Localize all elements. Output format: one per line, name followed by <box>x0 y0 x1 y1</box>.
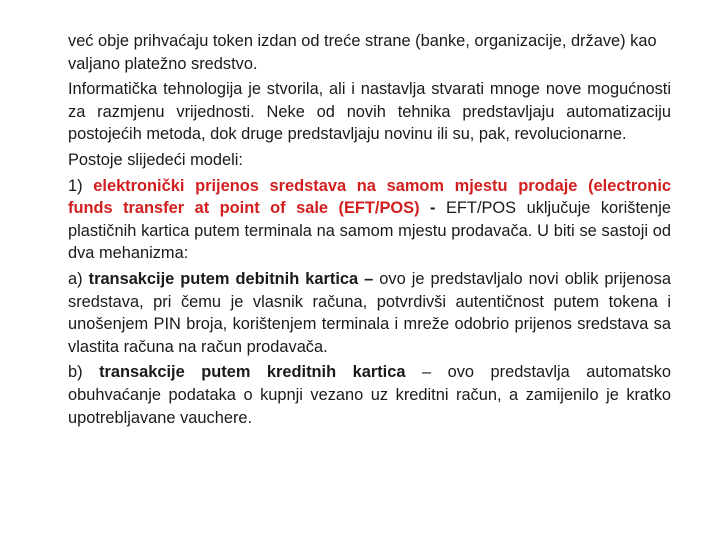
sub-b-dash: – <box>421 363 432 382</box>
sub-a-dash: – <box>364 269 374 288</box>
sub-a-title: transakcije putem debitnih kartica <box>88 269 359 288</box>
model-1-title: elektronički prijenos sredstava na samom mjestu prodaje (electronic funds transfer at point of sale (EFT/POS) <box>68 176 671 218</box>
sub-b-paragraph <box>68 361 671 429</box>
sub-b-body: ovo predstavlja automatsko obuhvaćanje podataka o kupnji vezano uz kreditni račun, a zamijenilo je kratko upotrebljavane vauchere. <box>68 363 671 427</box>
slide-text-body <box>68 30 671 429</box>
intro-paragraph <box>68 30 671 75</box>
sub-a-body: ovo je predstavljalo novi oblik prijenosa sredstava, pri čemu je vlasnik računa, potvrdivši autentičnost putem tokena i unošenjem PIN broja, korištenjem terminala i mreže odobrio prijenos sredstava sa vlastita računa na račun prodavača. <box>68 269 671 356</box>
sub-b-title: transakcije putem kreditnih kartica <box>99 363 406 382</box>
model-1-paragraph <box>68 175 671 265</box>
models-heading-text: Postoje slijedeći modeli: <box>68 150 243 169</box>
sub-b-prefix: b) <box>68 363 83 382</box>
intro-text: već obje prihvaćaju token izdan od treće strane (banke, organizacije, države) kao valjano platežno sredstvo. <box>68 32 657 73</box>
models-heading <box>68 149 671 172</box>
model-1-body: EFT/POS uključuje korištenje plastičnih kartica putem terminala na samom mjestu prodavača. U biti se sastoji od dva mehanizma: <box>68 199 671 263</box>
it-paragraph <box>68 78 671 146</box>
sub-a-prefix: a) <box>68 269 83 288</box>
model-1-prefix: 1) <box>68 176 83 195</box>
it-paragraph-text: Informatička tehnologija je stvorila, ali i nastavlja stvarati mnoge nove mogućnosti za razmjenu vrijednosti. Neke od novih tehnika predstavljaju automatizaciju postojećih metoda, dok druge predstavljaju novinu ili su, pak, revolucionarne. <box>68 80 671 144</box>
sub-a-paragraph <box>68 268 671 358</box>
model-1-dash: - <box>430 199 436 218</box>
